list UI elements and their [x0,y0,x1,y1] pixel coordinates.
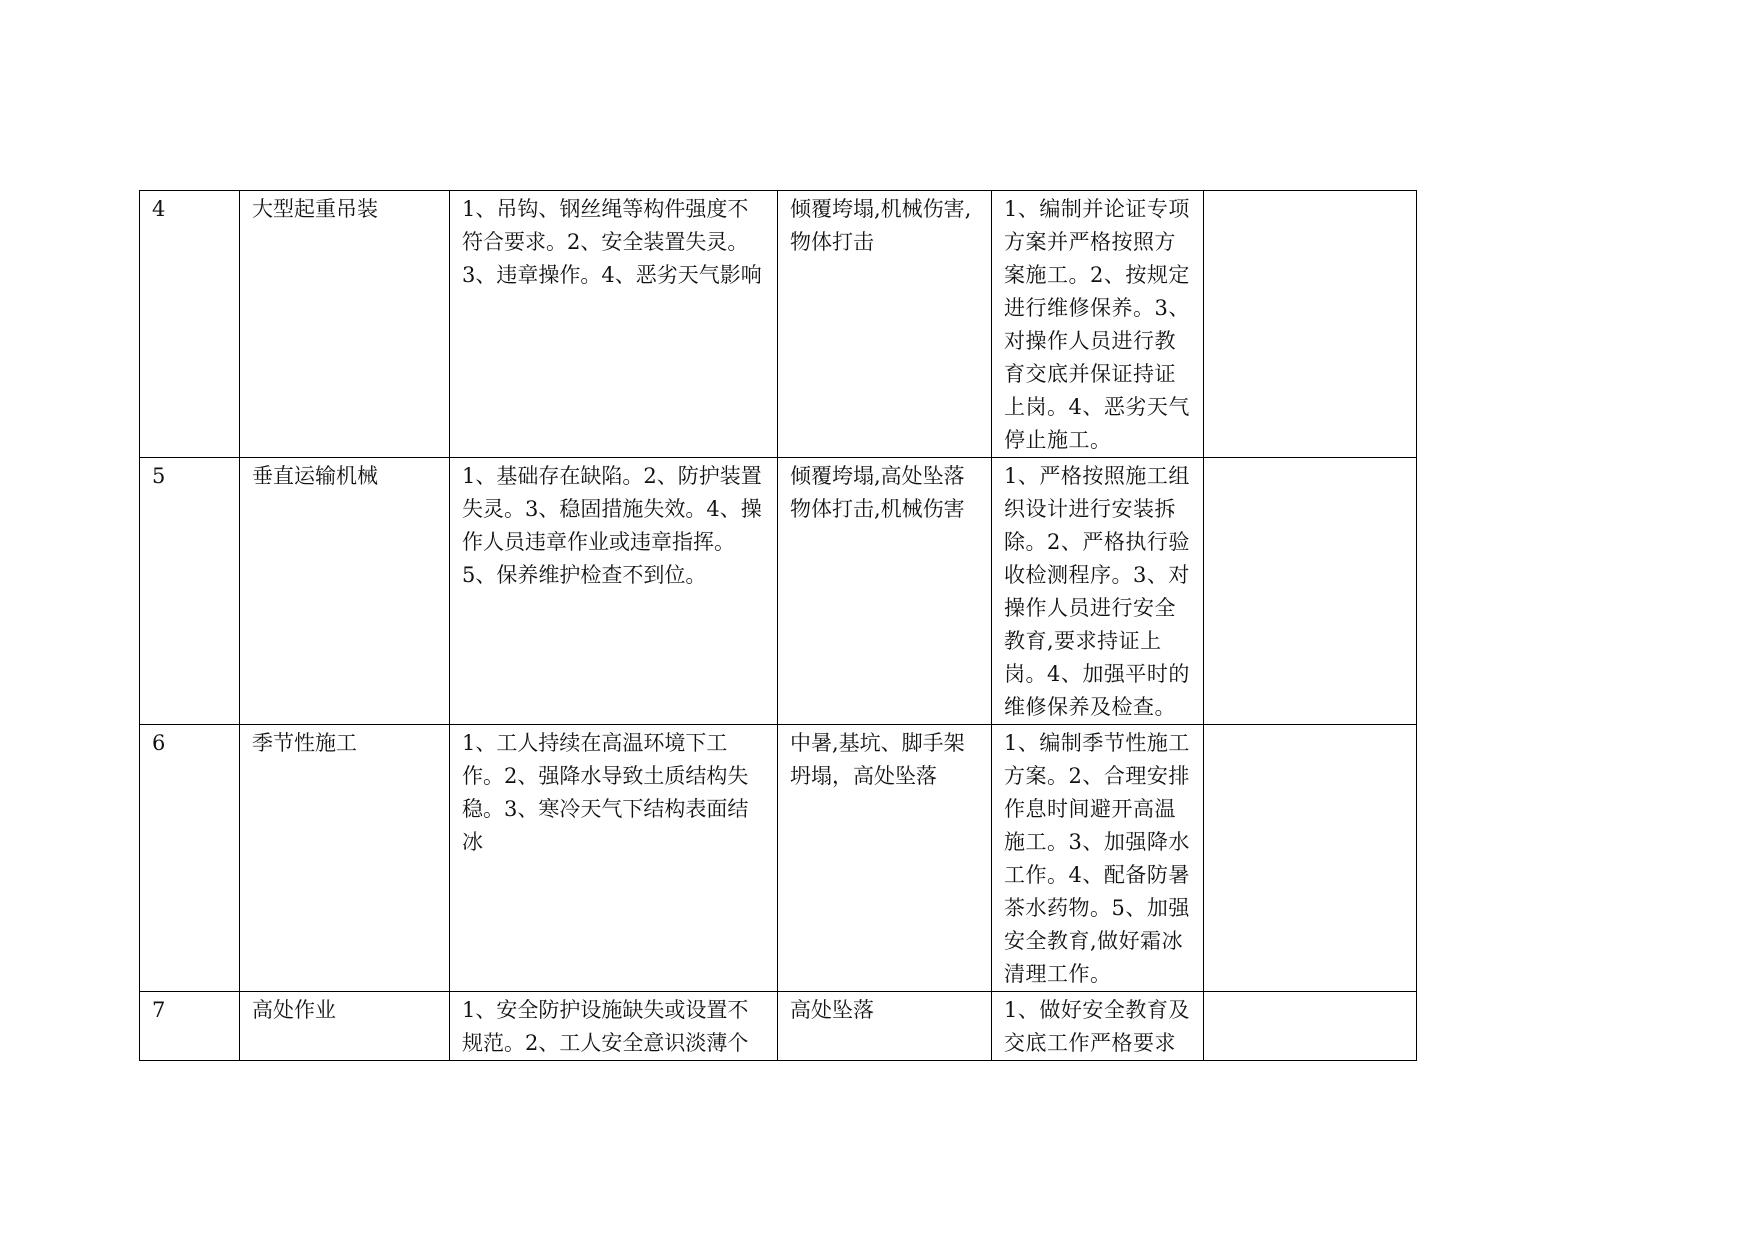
hazard-causes-cell [450,992,778,1061]
work-item: 季节性施工 [252,731,357,755]
row-number-cell [140,191,240,458]
control-measures: 1、做好安全教育及交底工作严格要求 [1004,998,1190,1055]
hazard-causes: 1、吊钩、钢丝绳等构件强度不符合要求。2、安全装置失灵。3、违章操作。4、恶劣天气影响 [462,197,762,287]
table-row [140,725,1417,992]
row-number-cell [140,458,240,725]
remarks-cell [1204,725,1417,992]
accident-types: 倾覆垮塌,机械伤害,物体打击 [790,197,972,254]
remarks-cell [1204,458,1417,725]
work-item: 高处作业 [252,998,336,1022]
accident-types: 倾覆垮塌,高处坠落物体打击,机械伤害 [790,464,965,521]
hazard-causes: 1、基础存在缺陷。2、防护装置失灵。3、稳固措施失效。4、操作人员违章作业或违章指挥。5、保养维护检查不到位。 [462,464,762,587]
row-number: 7 [152,998,166,1022]
row-number-cell [140,725,240,992]
accident-types: 高处坠落 [790,998,874,1022]
accident-types-cell [778,191,992,458]
row-number: 4 [152,197,166,221]
control-measures: 1、编制并论证专项方案并严格按照方案施工。2、按规定进行维修保养。3、对操作人员进行教育交底并保证持证上岗。4、恶劣天气停止施工。 [1004,197,1190,452]
row-number: 6 [152,731,166,755]
hazard-causes: 1、工人持续在高温环境下工作。2、强降水导致土质结构失稳。3、寒冷天气下结构表面结冰 [462,731,749,854]
hazard-causes: 1、安全防护设施缺失或设置不规范。2、工人安全意识淡薄个 [462,998,749,1055]
table-row [140,992,1417,1061]
table-row [140,458,1417,725]
accident-types: 中暑,基坑、脚手架坍塌，高处坠落 [790,731,965,788]
control-measures-cell [992,458,1204,725]
work-item-cell [240,191,450,458]
hazard-causes-cell [450,458,778,725]
work-item-cell [240,725,450,992]
work-item: 大型起重吊装 [252,197,378,221]
remarks-cell [1204,992,1417,1061]
row-number-cell [140,992,240,1061]
control-measures-cell [992,725,1204,992]
work-item: 垂直运输机械 [252,464,378,488]
row-number: 5 [152,464,166,488]
control-measures-cell [992,191,1204,458]
accident-types-cell [778,992,992,1061]
control-measures: 1、编制季节性施工方案。2、合理安排作息时间避开高温施工。3、加强降水工作。4、配备防暑茶水药物。5、加强安全教育,做好霜冰清理工作。 [1004,731,1190,986]
control-measures-cell [992,992,1204,1061]
control-measures: 1、严格按照施工组织设计进行安装拆除。2、严格执行验收检测程序。3、对操作人员进行安全教育,要求持证上岗。4、加强平时的维修保养及检查。 [1004,464,1190,719]
work-item-cell [240,992,450,1061]
hazard-causes-cell [450,191,778,458]
accident-types-cell [778,458,992,725]
table-row [140,191,1417,458]
risk-control-table [139,190,1417,1061]
work-item-cell [240,458,450,725]
accident-types-cell [778,725,992,992]
remarks-cell [1204,191,1417,458]
hazard-causes-cell [450,725,778,992]
